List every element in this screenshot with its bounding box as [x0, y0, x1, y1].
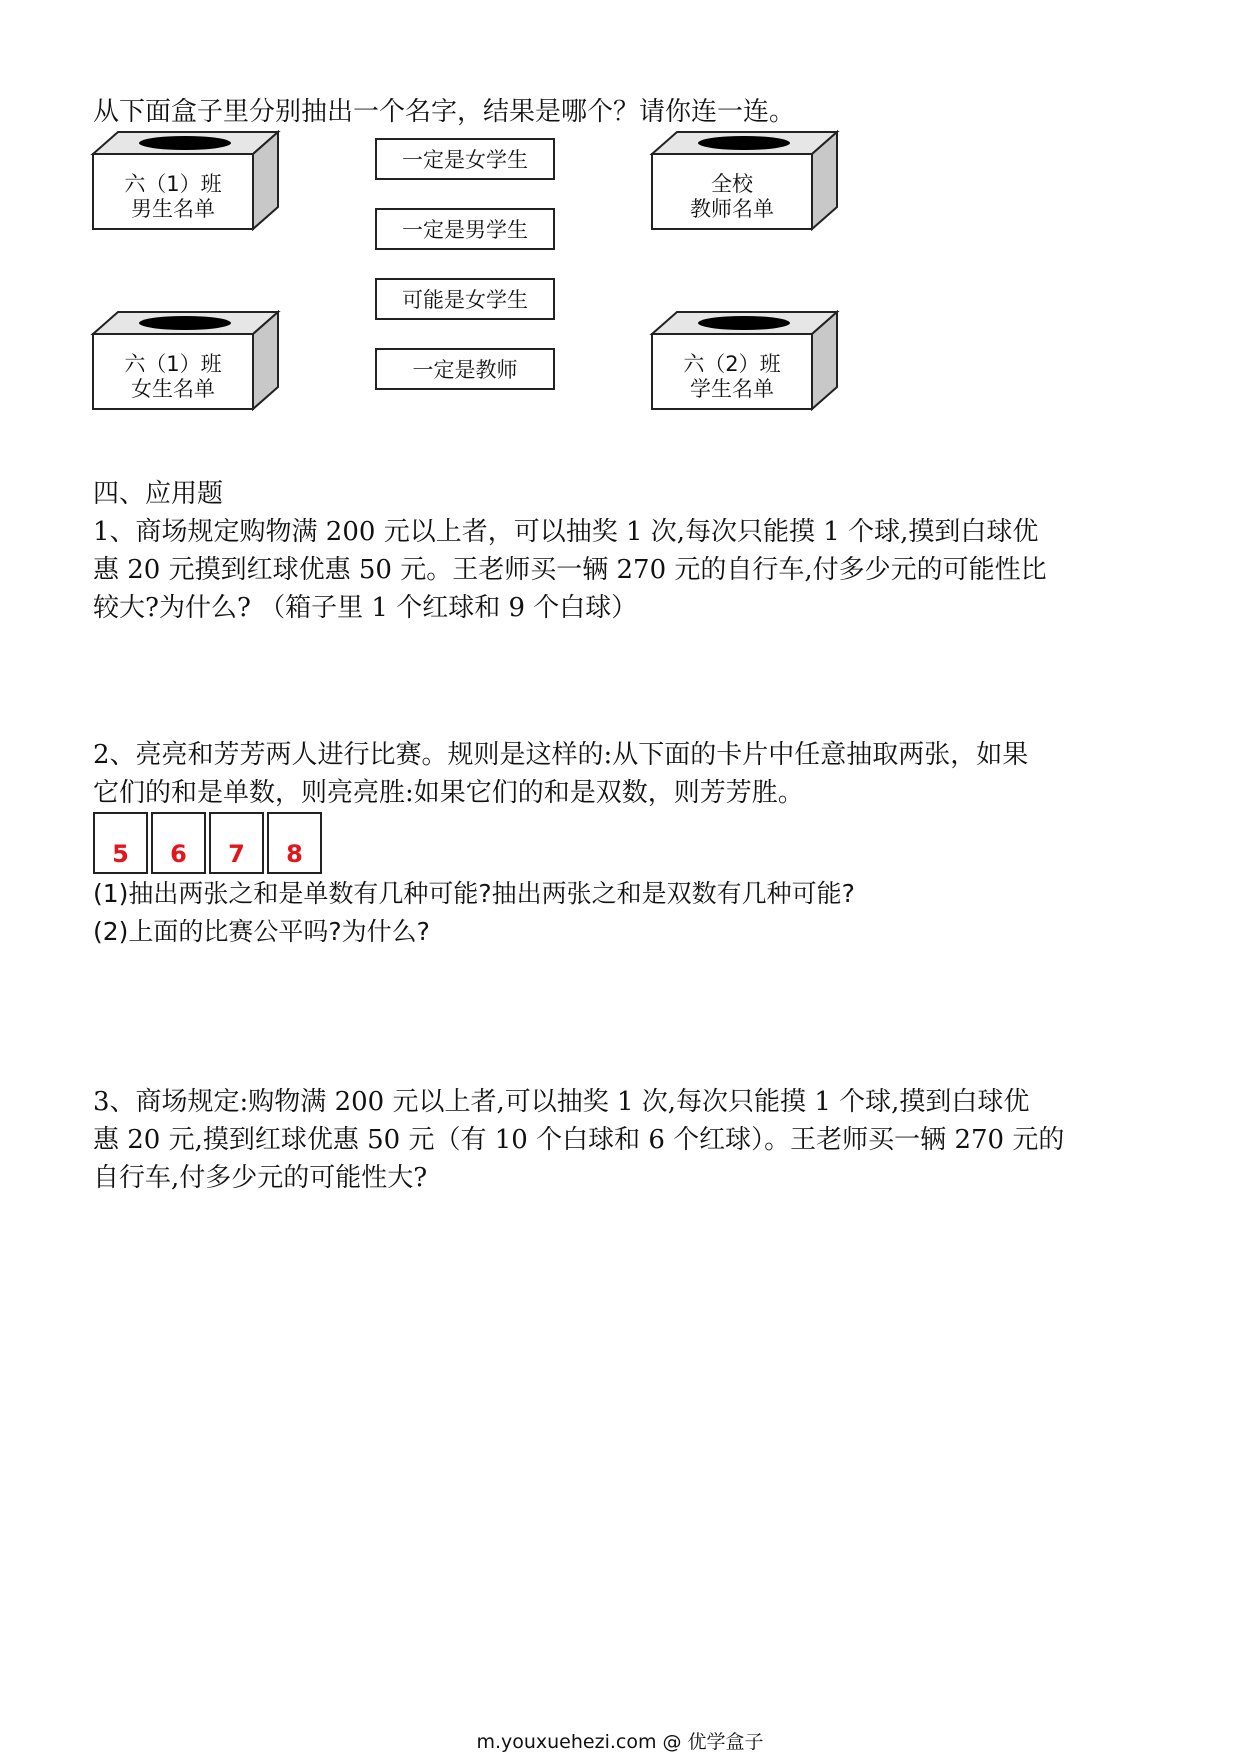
section-title: 四、应用题 [93, 479, 224, 509]
instruction-text: 从下面盒子里分别抽出一个名字，结果是哪个？请你连一连。 [93, 97, 796, 127]
box-slot [139, 136, 231, 150]
number-card: 5 [93, 812, 148, 874]
q1-line: 惠 20 元摸到红球优惠 50 元。王老师买一辆 270 元的自行车,付多少元的可能性比 [93, 555, 1047, 585]
number-card: 8 [267, 812, 322, 874]
option-certainly-girl[interactable]: 一定是女学生 [375, 138, 555, 180]
box-label-line2: 教师名单 [690, 197, 774, 221]
box-slot [139, 316, 231, 330]
box-label [652, 342, 812, 412]
box-label-line1: 六（1）班 [124, 352, 222, 376]
q2-sub2: (2)上面的比赛公平吗?为什么? [93, 917, 430, 946]
number-card: 7 [209, 812, 264, 874]
box-label [652, 162, 812, 232]
q1-line: 1、商场规定购物满 200 元以上者，可以抽奖 1 次,每次只能摸 1 个球,摸到白球优 [93, 517, 1039, 547]
number-card: 6 [151, 812, 206, 874]
footer-source: m.youxuehezi.com @ 优学盒子 [476, 1731, 764, 1753]
box-label-line2: 女生名单 [131, 377, 215, 401]
box-slot [698, 316, 790, 330]
q2-line: 2、亮亮和芳芳两人进行比赛。规则是这样的:从下面的卡片中任意抽取两张，如果 [93, 740, 1029, 770]
option-possibly-girl[interactable]: 可能是女学生 [375, 278, 555, 320]
box-label-line2: 男生名单 [131, 197, 215, 221]
q3-line: 3、商场规定:购物满 200 元以上者,可以抽奖 1 次,每次只能摸 1 个球,摸到白球优 [93, 1087, 1030, 1117]
box-label-line1: 全校 [711, 172, 753, 196]
option-certainly-boy[interactable]: 一定是男学生 [375, 208, 555, 250]
box-label-line1: 六（1）班 [124, 172, 222, 196]
box-label-line1: 六（2）班 [683, 352, 781, 376]
q3-line: 自行车,付多少元的可能性大? [93, 1163, 428, 1193]
box-label [93, 162, 253, 232]
box-label-line2: 学生名单 [690, 377, 774, 401]
q3-line: 惠 20 元,摸到红球优惠 50 元（有 10 个白球和 6 个红球）。王老师买一辆 270 元的 [93, 1125, 1065, 1155]
box-label [93, 342, 253, 412]
box-slot [698, 136, 790, 150]
q2-sub1: (1)抽出两张之和是单数有几种可能?抽出两张之和是双数有几种可能? [93, 879, 855, 908]
q2-line: 它们的和是单数，则亮亮胜:如果它们的和是双数，则芳芳胜。 [93, 778, 804, 808]
option-certainly-teacher[interactable]: 一定是教师 [375, 348, 555, 390]
q1-line: 较大?为什么? （箱子里 1 个红球和 9 个白球） [93, 593, 638, 623]
